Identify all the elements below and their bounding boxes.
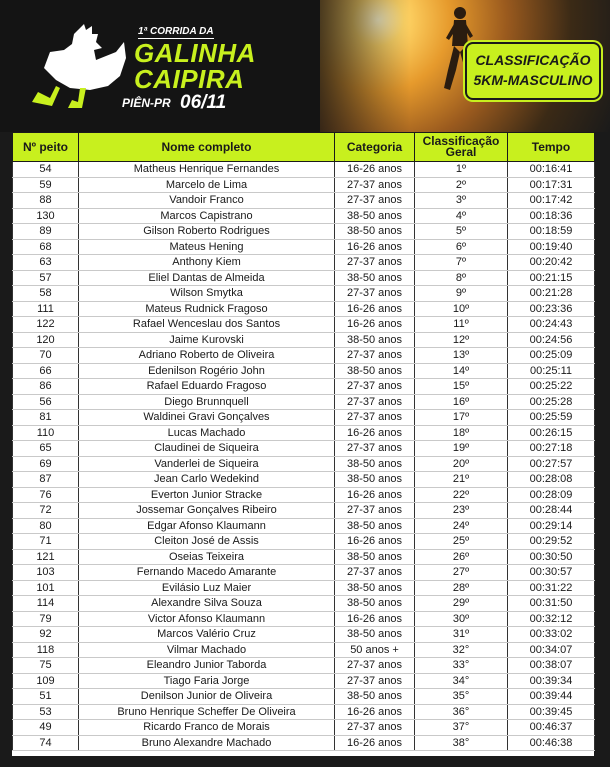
cell-bib: 79 bbox=[13, 611, 79, 627]
col-header-name: Nome completo bbox=[79, 133, 335, 162]
cell-category: 27-37 anos bbox=[335, 177, 415, 193]
table-row bbox=[13, 642, 595, 658]
cell-rank: 10º bbox=[415, 301, 508, 317]
cell-rank: 23º bbox=[415, 503, 508, 519]
cell-category: 16-26 anos bbox=[335, 704, 415, 720]
cell-time: 00:34:07 bbox=[508, 642, 595, 658]
table-row bbox=[13, 193, 595, 209]
cell-category: 27-37 anos bbox=[335, 658, 415, 674]
cell-rank: 25º bbox=[415, 534, 508, 550]
cell-bib: 49 bbox=[13, 720, 79, 736]
cell-rank: 33° bbox=[415, 658, 508, 674]
cell-category: 27-37 anos bbox=[335, 286, 415, 302]
cell-rank: 32° bbox=[415, 642, 508, 658]
cell-time: 00:23:36 bbox=[508, 301, 595, 317]
table-header-row bbox=[13, 133, 595, 162]
cell-time: 00:24:56 bbox=[508, 332, 595, 348]
cell-time: 00:46:37 bbox=[508, 720, 595, 736]
cell-bib: 89 bbox=[13, 224, 79, 240]
table-row bbox=[13, 224, 595, 240]
cell-name: Fernando Macedo Amarante bbox=[79, 565, 335, 581]
cell-rank: 14º bbox=[415, 363, 508, 379]
cell-time: 00:25:11 bbox=[508, 363, 595, 379]
cell-bib: 51 bbox=[13, 689, 79, 705]
event-edition: 1ª CORRIDA DA bbox=[138, 26, 214, 37]
col-header-bib: Nº peito bbox=[13, 133, 79, 162]
cell-name: Bruno Alexandre Machado bbox=[79, 735, 335, 751]
cell-category: 27-37 anos bbox=[335, 720, 415, 736]
cell-name: Vilmar Machado bbox=[79, 642, 335, 658]
cell-category: 16-26 anos bbox=[335, 239, 415, 255]
cell-bib: 69 bbox=[13, 456, 79, 472]
cell-category: 27-37 anos bbox=[335, 673, 415, 689]
cell-bib: 121 bbox=[13, 549, 79, 565]
cell-rank: 17º bbox=[415, 410, 508, 426]
cell-time: 00:20:42 bbox=[508, 255, 595, 271]
table-row bbox=[13, 301, 595, 317]
cell-bib: 53 bbox=[13, 704, 79, 720]
event-name-line1: GALINHA bbox=[134, 38, 256, 68]
cell-category: 27-37 anos bbox=[335, 441, 415, 457]
cell-rank: 9º bbox=[415, 286, 508, 302]
cell-bib: 130 bbox=[13, 208, 79, 224]
cell-rank: 2º bbox=[415, 177, 508, 193]
cell-bib: 87 bbox=[13, 472, 79, 488]
cell-bib: 114 bbox=[13, 596, 79, 612]
cell-category: 38-50 anos bbox=[335, 363, 415, 379]
cell-time: 00:17:42 bbox=[508, 193, 595, 209]
table-row bbox=[13, 720, 595, 736]
cell-rank: 31º bbox=[415, 627, 508, 643]
cell-rank: 3º bbox=[415, 193, 508, 209]
table-row bbox=[13, 286, 595, 302]
cell-time: 00:27:18 bbox=[508, 441, 595, 457]
cell-rank: 35° bbox=[415, 689, 508, 705]
cell-name: Alexandre Silva Souza bbox=[79, 596, 335, 612]
cell-bib: 71 bbox=[13, 534, 79, 550]
cell-name: Rafael Eduardo Fragoso bbox=[79, 379, 335, 395]
table-row bbox=[13, 472, 595, 488]
cell-bib: 111 bbox=[13, 301, 79, 317]
cell-name: Eleandro Junior Taborda bbox=[79, 658, 335, 674]
table-row bbox=[13, 317, 595, 333]
cell-bib: 76 bbox=[13, 487, 79, 503]
event-name-line2: CAIPIRA bbox=[134, 64, 245, 94]
table-row bbox=[13, 611, 595, 627]
cell-bib: 92 bbox=[13, 627, 79, 643]
cell-time: 00:39:44 bbox=[508, 689, 595, 705]
cell-category: 16-26 anos bbox=[335, 425, 415, 441]
cell-category: 27-37 anos bbox=[335, 503, 415, 519]
cell-category: 27-37 anos bbox=[335, 565, 415, 581]
cell-category: 27-37 anos bbox=[335, 379, 415, 395]
table-row bbox=[13, 270, 595, 286]
cell-time: 00:46:38 bbox=[508, 735, 595, 751]
cell-category: 16-26 anos bbox=[335, 487, 415, 503]
cell-rank: 22º bbox=[415, 487, 508, 503]
cell-bib: 59 bbox=[13, 177, 79, 193]
table-row bbox=[13, 394, 595, 410]
cell-time: 00:29:52 bbox=[508, 534, 595, 550]
cell-time: 00:21:15 bbox=[508, 270, 595, 286]
cell-name: Marcos Valério Cruz bbox=[79, 627, 335, 643]
cell-time: 00:24:43 bbox=[508, 317, 595, 333]
cell-rank: 21º bbox=[415, 472, 508, 488]
cell-category: 38-50 anos bbox=[335, 549, 415, 565]
table-row bbox=[13, 425, 595, 441]
cell-rank: 6º bbox=[415, 239, 508, 255]
table-row bbox=[13, 379, 595, 395]
cell-time: 00:25:09 bbox=[508, 348, 595, 364]
badge-line2: 5KM-MASCULINO bbox=[473, 72, 593, 88]
cell-name: Gilson Roberto Rodrigues bbox=[79, 224, 335, 240]
cell-category: 16-26 anos bbox=[335, 301, 415, 317]
table-row bbox=[13, 239, 595, 255]
cell-category: 16-26 anos bbox=[335, 534, 415, 550]
table-row bbox=[13, 208, 595, 224]
cell-name: Denilson Junior de Oliveira bbox=[79, 689, 335, 705]
cell-time: 00:30:57 bbox=[508, 565, 595, 581]
cell-time: 00:31:22 bbox=[508, 580, 595, 596]
cell-bib: 74 bbox=[13, 735, 79, 751]
cell-name: Rafael Wenceslau dos Santos bbox=[79, 317, 335, 333]
col-header-rank: Classificação Geral bbox=[415, 133, 508, 162]
cell-name: Marcos Capistrano bbox=[79, 208, 335, 224]
cell-time: 00:25:22 bbox=[508, 379, 595, 395]
table-row bbox=[13, 487, 595, 503]
cell-rank: 38° bbox=[415, 735, 508, 751]
cell-name: Edgar Afonso Klaumann bbox=[79, 518, 335, 534]
cell-name: Edenilson Rogério John bbox=[79, 363, 335, 379]
cell-rank: 20º bbox=[415, 456, 508, 472]
cell-name: Bruno Henrique Scheffer De Oliveira bbox=[79, 704, 335, 720]
cell-time: 00:29:14 bbox=[508, 518, 595, 534]
cell-time: 00:38:07 bbox=[508, 658, 595, 674]
cell-time: 00:33:02 bbox=[508, 627, 595, 643]
cell-rank: 37° bbox=[415, 720, 508, 736]
table-row bbox=[13, 255, 595, 271]
cell-rank: 24º bbox=[415, 518, 508, 534]
table-row bbox=[13, 735, 595, 751]
cell-time: 00:16:41 bbox=[508, 162, 595, 178]
table-row bbox=[13, 689, 595, 705]
cell-rank: 26º bbox=[415, 549, 508, 565]
cell-rank: 19º bbox=[415, 441, 508, 457]
hen-icon bbox=[30, 22, 130, 112]
table-row bbox=[13, 456, 595, 472]
event-logo bbox=[30, 22, 270, 122]
cell-bib: 72 bbox=[13, 503, 79, 519]
cell-bib: 86 bbox=[13, 379, 79, 395]
event-city: PIÊN-PR bbox=[122, 96, 171, 110]
cell-time: 00:31:50 bbox=[508, 596, 595, 612]
cell-rank: 7º bbox=[415, 255, 508, 271]
cell-bib: 103 bbox=[13, 565, 79, 581]
cell-name: Victor Afonso Klaumann bbox=[79, 611, 335, 627]
cell-category: 38-50 anos bbox=[335, 627, 415, 643]
cell-rank: 34° bbox=[415, 673, 508, 689]
cell-bib: 101 bbox=[13, 580, 79, 596]
cell-bib: 75 bbox=[13, 658, 79, 674]
cell-category: 38-50 anos bbox=[335, 456, 415, 472]
table-row bbox=[13, 162, 595, 178]
cell-rank: 12º bbox=[415, 332, 508, 348]
cell-name: Matheus Henrique Fernandes bbox=[79, 162, 335, 178]
table-row bbox=[13, 673, 595, 689]
cell-time: 00:25:28 bbox=[508, 394, 595, 410]
cell-category: 38-50 anos bbox=[335, 224, 415, 240]
cell-time: 00:18:59 bbox=[508, 224, 595, 240]
col-header-time: Tempo bbox=[508, 133, 595, 162]
table-row bbox=[13, 177, 595, 193]
cell-category: 38-50 anos bbox=[335, 689, 415, 705]
cell-name: Cleiton José de Assis bbox=[79, 534, 335, 550]
cell-name: Jossemar Gonçalves Ribeiro bbox=[79, 503, 335, 519]
cell-category: 27-37 anos bbox=[335, 410, 415, 426]
cell-time: 00:25:59 bbox=[508, 410, 595, 426]
cell-category: 38-50 anos bbox=[335, 208, 415, 224]
cell-time: 00:28:08 bbox=[508, 472, 595, 488]
classification-badge bbox=[465, 42, 601, 100]
cell-category: 27-37 anos bbox=[335, 394, 415, 410]
cell-name: Anthony Kiem bbox=[79, 255, 335, 271]
cell-bib: 57 bbox=[13, 270, 79, 286]
cell-name: Evilásio Luz Maier bbox=[79, 580, 335, 596]
cell-time: 00:30:50 bbox=[508, 549, 595, 565]
cell-time: 00:19:40 bbox=[508, 239, 595, 255]
cell-name: Marcelo de Lima bbox=[79, 177, 335, 193]
cell-category: 38-50 anos bbox=[335, 518, 415, 534]
cell-category: 16-26 anos bbox=[335, 735, 415, 751]
cell-category: 27-37 anos bbox=[335, 193, 415, 209]
cell-time: 00:39:45 bbox=[508, 704, 595, 720]
cell-bib: 122 bbox=[13, 317, 79, 333]
table-row bbox=[13, 410, 595, 426]
table-row bbox=[13, 627, 595, 643]
cell-rank: 4º bbox=[415, 208, 508, 224]
cell-rank: 5º bbox=[415, 224, 508, 240]
results-table bbox=[12, 133, 595, 751]
table-row bbox=[13, 596, 595, 612]
cell-category: 38-50 anos bbox=[335, 332, 415, 348]
cell-name: Oseias Teixeira bbox=[79, 549, 335, 565]
cell-time: 00:21:28 bbox=[508, 286, 595, 302]
cell-name: Waldinei Gravi Gonçalves bbox=[79, 410, 335, 426]
cell-time: 00:18:36 bbox=[508, 208, 595, 224]
cell-category: 16-26 anos bbox=[335, 611, 415, 627]
cell-rank: 29º bbox=[415, 596, 508, 612]
cell-name: Vandoir Franco bbox=[79, 193, 335, 209]
footer-strip bbox=[0, 756, 610, 767]
cell-rank: 16º bbox=[415, 394, 508, 410]
cell-rank: 27º bbox=[415, 565, 508, 581]
cell-bib: 70 bbox=[13, 348, 79, 364]
header-banner bbox=[0, 0, 610, 132]
cell-category: 38-50 anos bbox=[335, 580, 415, 596]
col-header-category: Categoria bbox=[335, 133, 415, 162]
table-row bbox=[13, 549, 595, 565]
cell-bib: 110 bbox=[13, 425, 79, 441]
cell-time: 00:32:12 bbox=[508, 611, 595, 627]
cell-bib: 66 bbox=[13, 363, 79, 379]
cell-name: Jaime Kurovski bbox=[79, 332, 335, 348]
cell-time: 00:39:34 bbox=[508, 673, 595, 689]
cell-rank: 28º bbox=[415, 580, 508, 596]
cell-bib: 65 bbox=[13, 441, 79, 457]
cell-bib: 58 bbox=[13, 286, 79, 302]
table-row bbox=[13, 518, 595, 534]
cell-rank: 15º bbox=[415, 379, 508, 395]
cell-name: Eliel Dantas de Almeida bbox=[79, 270, 335, 286]
table-row bbox=[13, 580, 595, 596]
cell-name: Ricardo Franco de Morais bbox=[79, 720, 335, 736]
cell-category: 16-26 anos bbox=[335, 317, 415, 333]
cell-bib: 88 bbox=[13, 193, 79, 209]
badge-line1: CLASSIFICAÇÃO bbox=[475, 52, 591, 68]
results-table-container bbox=[12, 133, 594, 756]
cell-bib: 80 bbox=[13, 518, 79, 534]
cell-rank: 1º bbox=[415, 162, 508, 178]
table-row bbox=[13, 363, 595, 379]
cell-time: 00:28:09 bbox=[508, 487, 595, 503]
cell-name: Adriano Roberto de Oliveira bbox=[79, 348, 335, 364]
cell-name: Mateus Hening bbox=[79, 239, 335, 255]
cell-bib: 120 bbox=[13, 332, 79, 348]
cell-time: 00:28:44 bbox=[508, 503, 595, 519]
cell-rank: 11º bbox=[415, 317, 508, 333]
cell-bib: 63 bbox=[13, 255, 79, 271]
cell-name: Vanderlei de Siqueira bbox=[79, 456, 335, 472]
cell-time: 00:27:57 bbox=[508, 456, 595, 472]
cell-bib: 56 bbox=[13, 394, 79, 410]
table-row bbox=[13, 332, 595, 348]
cell-bib: 54 bbox=[13, 162, 79, 178]
cell-rank: 36° bbox=[415, 704, 508, 720]
cell-rank: 30º bbox=[415, 611, 508, 627]
cell-category: 38-50 anos bbox=[335, 472, 415, 488]
cell-category: 38-50 anos bbox=[335, 270, 415, 286]
cell-name: Diego Brunnquell bbox=[79, 394, 335, 410]
cell-bib: 68 bbox=[13, 239, 79, 255]
cell-name: Tiago Faria Jorge bbox=[79, 673, 335, 689]
table-row bbox=[13, 658, 595, 674]
cell-bib: 81 bbox=[13, 410, 79, 426]
table-row bbox=[13, 503, 595, 519]
photo-fade bbox=[290, 0, 410, 132]
cell-name: Jean Carlo Wedekind bbox=[79, 472, 335, 488]
cell-rank: 13º bbox=[415, 348, 508, 364]
cell-rank: 18º bbox=[415, 425, 508, 441]
cell-bib: 118 bbox=[13, 642, 79, 658]
event-date: 06/11 bbox=[180, 92, 227, 113]
table-row bbox=[13, 441, 595, 457]
cell-name: Lucas Machado bbox=[79, 425, 335, 441]
table-row bbox=[13, 534, 595, 550]
table-row bbox=[13, 704, 595, 720]
cell-category: 38-50 anos bbox=[335, 596, 415, 612]
cell-category: 27-37 anos bbox=[335, 255, 415, 271]
cell-rank: 8º bbox=[415, 270, 508, 286]
cell-category: 50 anos + bbox=[335, 642, 415, 658]
cell-category: 16-26 anos bbox=[335, 162, 415, 178]
cell-bib: 109 bbox=[13, 673, 79, 689]
cell-name: Wilson Smytka bbox=[79, 286, 335, 302]
cell-name: Everton Junior Stracke bbox=[79, 487, 335, 503]
cell-category: 27-37 anos bbox=[335, 348, 415, 364]
table-row bbox=[13, 565, 595, 581]
cell-name: Mateus Rudnick Fragoso bbox=[79, 301, 335, 317]
cell-time: 00:26:15 bbox=[508, 425, 595, 441]
cell-time: 00:17:31 bbox=[508, 177, 595, 193]
table-row bbox=[13, 348, 595, 364]
cell-name: Claudinei de Siqueira bbox=[79, 441, 335, 457]
